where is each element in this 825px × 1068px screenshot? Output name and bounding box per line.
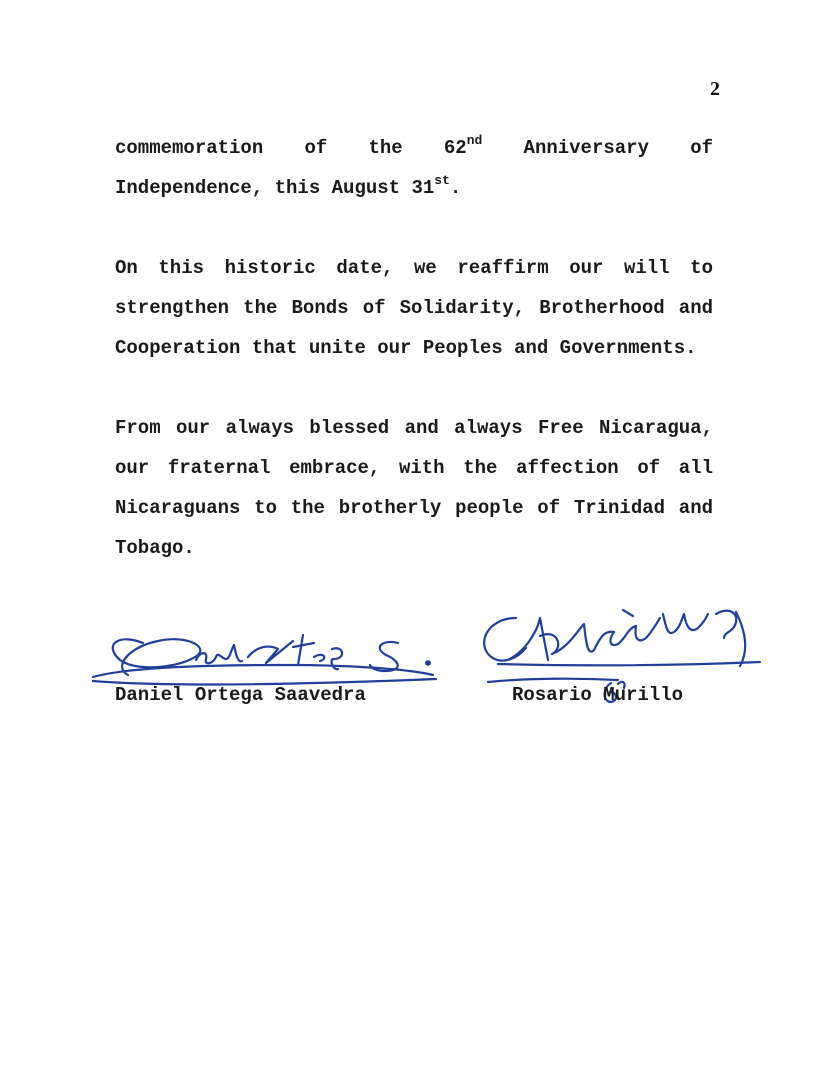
ordinal-suffix-nd: nd (466, 132, 483, 148)
paragraph-anniversary-text-c: . (449, 177, 462, 199)
signature-left (88, 615, 448, 695)
ordinal-suffix-st: st (434, 172, 450, 188)
paragraph-anniversary-text-b: Anniversary of Independence, this August 31 (115, 137, 713, 199)
paragraph-anniversary-text-a: commemoration of the 62 (115, 137, 467, 159)
signatory-name-left: Daniel Ortega Saavedra (115, 684, 366, 706)
paragraph-embrace: From our always blessed and always Free Nicaragua, our fraternal embrace, with the affection of all Nicaraguans to the brotherly people of Trinidad and Tobago. (115, 417, 713, 559)
page-number: 2 (710, 78, 720, 100)
letter-body (115, 128, 713, 608)
paragraph-anniversary (115, 128, 713, 208)
signatory-name-right: Rosario Murillo (512, 684, 684, 706)
paragraph-reaffirm: On this historic date, we reaffirm our will to strengthen the Bonds of Solidarity, Brotherhood and Cooperation that unite our Peoples and Governments. (115, 257, 713, 359)
